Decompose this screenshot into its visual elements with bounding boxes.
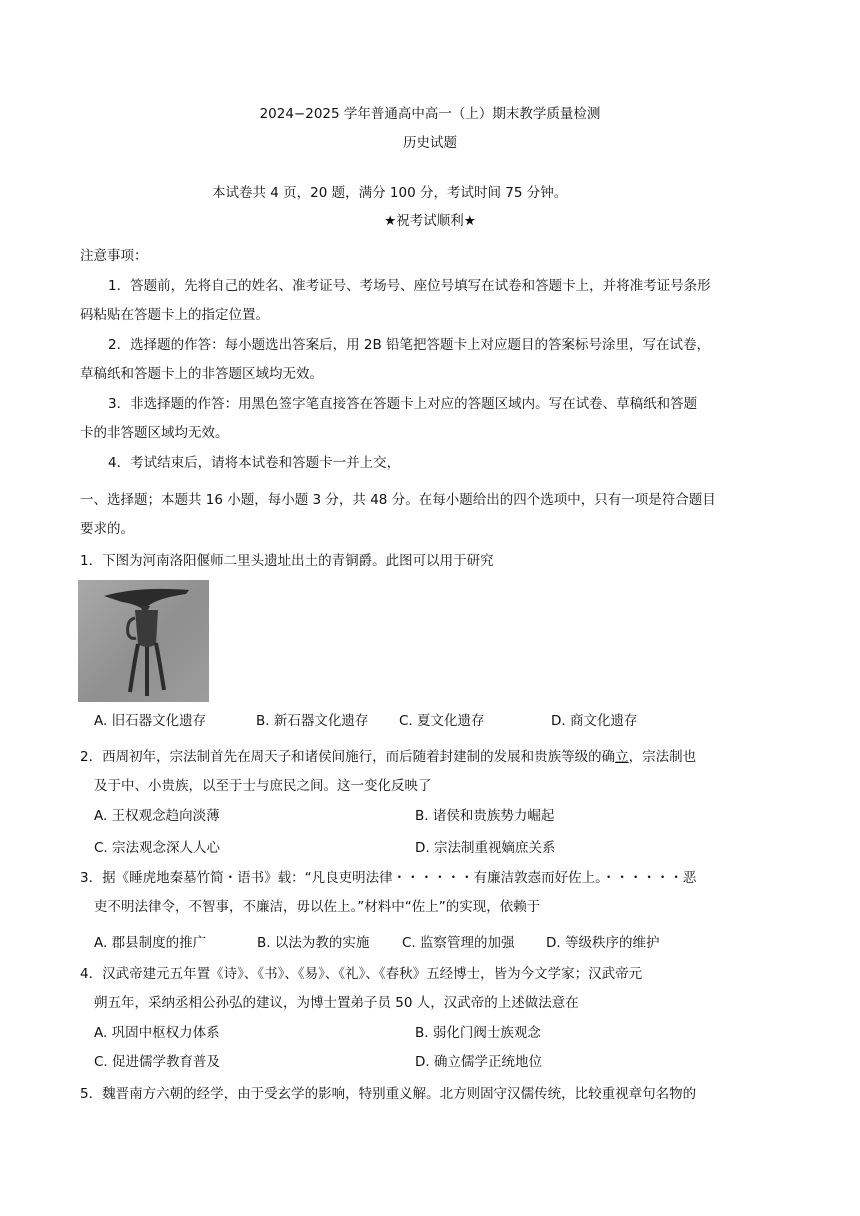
q1-option-b[interactable]: B. 新石器文化遗存: [256, 713, 369, 729]
note-item-3-line-2: 卡的非答题区域均无效。: [80, 425, 229, 441]
q5-stem-line-1: 5．魏晋南方六朝的经学，由于受玄学的影响，特别重义解。北方则固守汉儒传统，比较重视章句名物的: [80, 1086, 697, 1102]
q3-option-b[interactable]: B. 以法为教的实施: [257, 935, 370, 951]
q2-option-a[interactable]: A. 王权观念趋向淡薄: [94, 808, 220, 824]
note-item-1-line-2: 码粘贴在答题卡上的指定位置。: [80, 307, 269, 323]
section-heading-line-1: 一、选择题；本题共 16 小题，每小题 3 分，共 48 分。在每小题给出的四个选项中，只有一项是符合题目: [80, 492, 716, 508]
q2-stem-part-2: ，宗法制也: [628, 749, 697, 765]
note-item-2-line-1: 2．选择题的作答：每小题选出答案后，用 2B 铅笔把答题卡上对应题目的答案标号涂里，写在试卷，: [108, 337, 711, 353]
q1-stem: 1．下图为河南洛阳偃师二里头遗址出土的青铜爵。此图可以用于研究: [80, 553, 494, 569]
q4-option-a[interactable]: A. 巩固中枢权力体系: [94, 1025, 220, 1041]
q4-option-d[interactable]: D. 确立儒学正统地位: [415, 1054, 542, 1070]
q3-option-a[interactable]: A. 郡县制度的推广: [94, 935, 207, 951]
note-item-2-line-2: 草稿纸和答题卡上的非答题区域均无效。: [80, 366, 323, 382]
notes-heading: 注意事项：: [80, 248, 148, 264]
exam-info: 本试卷共 4 页，20 题，满分 100 分，考试时间 75 分钟。: [212, 185, 568, 201]
q4-option-c[interactable]: C. 促进儒学教育普及: [94, 1054, 221, 1070]
q3-stem-line-2: 吏不明法律令，不智事，不廉洁，毋以佐上。”材料中“佐上”的实现，依赖于: [94, 899, 541, 915]
exam-title: 2024−2025 学年普通高中高一（上）期末教学质量检测: [259, 106, 601, 122]
q2-option-c[interactable]: C. 宗法观念深人人心: [94, 840, 221, 856]
bronze-jue-image: [78, 580, 209, 702]
bronze-jue-photo: [78, 580, 209, 702]
q2-stem-underlined: 立: [615, 749, 629, 765]
note-item-1-line-1: 1．答题前，先将自己的姓名、准考证号、考场号、座位号填写在试卷和答题卡上，并将准考证号条形: [108, 278, 711, 294]
q1-option-c[interactable]: C. 夏文化遗存: [399, 713, 485, 729]
q1-option-a[interactable]: A. 旧石器文化遗存: [94, 713, 207, 729]
q4-option-b[interactable]: B. 弱化门阀士族观念: [415, 1025, 541, 1041]
q3-option-d[interactable]: D. 等级秩序的维护: [546, 935, 660, 951]
q1-option-d[interactable]: D. 商文化遗存: [551, 713, 638, 729]
q3-stem-line-1: 3．据《睡虎地秦墓竹简・语书》载：“凡良吏明法律・・・・・・有廉洁敦悫而好佐上。・・・・・・恶: [80, 870, 697, 886]
q4-stem-line-1: 4．汉武帝建元五年置《诗》、《书》、《易》、《礼》、《春秋》五经博士，皆为今文学家；汉武帝元: [80, 966, 643, 982]
exam-wish: ★祝考试顺利★: [384, 213, 476, 229]
exam-subject: 历史试题: [403, 135, 457, 151]
q3-option-c[interactable]: C. 监察管理的加强: [402, 935, 515, 951]
note-item-4: 4．考试结束后，请将本试卷和答题卡一并上交，: [108, 455, 401, 471]
q2-option-d[interactable]: D. 宗法制重视嫡庶关系: [415, 840, 556, 856]
section-heading-line-2: 要求的。: [80, 521, 134, 537]
q4-stem-line-2: 朔五年，采纳丞相公孙弘的建议，为博士置弟子员 50 人，汉武帝的上述做法意在: [94, 995, 579, 1011]
q2-stem-line-2: 及于中、小贵族，以至于士与庶民之间。这一变化反映了: [94, 778, 432, 794]
q2-option-b[interactable]: B. 诸侯和贵族势力崛起: [415, 808, 555, 824]
q2-stem-line-1: [80, 747, 696, 767]
q2-stem-part-1: 2．西周初年，宗法制首先在周天子和诸侯间施行，而后随着封建制的发展和贵族等级的确: [80, 749, 616, 765]
note-item-3-line-1: 3．非选择题的作答：用黑色签字笔直接答在答题卡上对应的答题区域内。写在试卷、草稿纸和答题: [108, 396, 698, 412]
